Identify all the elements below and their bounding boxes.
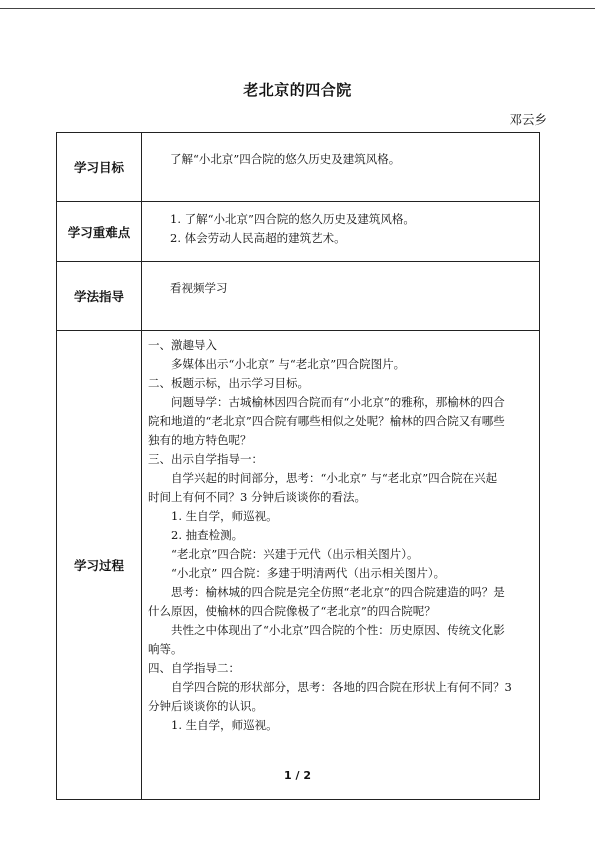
row-label-method: 学法指导 (57, 262, 142, 331)
content-line: 2. 体会劳动人民高超的建筑艺术。 (170, 231, 346, 245)
content-line: 1. 生自学，师巡视。 (171, 509, 278, 523)
author-name: 邓云乡 (509, 112, 547, 127)
row-content-objective (142, 133, 540, 202)
row-content-process (142, 331, 540, 800)
section-heading: 三、出示自学指导一： (148, 452, 263, 466)
content-line: “小北京” 四合院：多建于明清两代（出示相关图片）。 (171, 566, 446, 580)
content-line: 响等。 (148, 642, 183, 656)
row-content-method (142, 262, 540, 331)
content-line: 院和地道的“老北京”四合院有哪些相似之处呢？榆林的四合院又有哪些 (148, 414, 505, 428)
section-heading: 四、自学指导二： (148, 661, 240, 675)
document-title: 老北京的四合院 (243, 81, 352, 99)
content-line: 1. 了解“小北京”四合院的悠久历史及建筑风格。 (170, 212, 415, 226)
table-row-process (57, 331, 540, 800)
row-label-objective: 学习目标 (57, 133, 142, 202)
content-line: 自学四合院的形状部分，思考：各地的四合院在形状上有何不同？3 (171, 680, 512, 694)
content-line: 思考：榆林城的四合院是完全仿照“老北京”的四合院建造的吗？是 (171, 585, 505, 599)
content-line: 独有的地方特色呢？ (148, 433, 252, 447)
page-number: 1 / 2 (284, 769, 311, 782)
content-line: 看视频学习 (170, 281, 228, 295)
content-line: 多媒体出示“小北京” 与“老北京”四合院图片。 (171, 357, 406, 371)
content-line: 1. 生自学，师巡视。 (171, 718, 278, 732)
content-line: “老北京”四合院：兴建于元代（出示相关图片）。 (171, 547, 419, 561)
content-line: 了解“小北京”四合院的悠久历史及建筑风格。 (170, 152, 401, 166)
content-line: 什么原因，使榆林的四合院像极了“老北京”的四合院呢？ (148, 604, 436, 618)
table-row-key-points (57, 202, 540, 262)
content-line: 问题导学：古城榆林因四合院而有“小北京”的雅称，那榆林的四合 (171, 395, 505, 409)
table-row-method (57, 262, 540, 331)
lesson-plan-table (56, 132, 540, 800)
content-line: 分钟后谈谈你的认识。 (148, 699, 263, 713)
content-line: 2. 抽查检测。 (171, 528, 244, 542)
content-line: 时间上有何不同？3 分钟后谈谈你的看法。 (148, 490, 366, 504)
header-rule (0, 8, 595, 9)
row-label-key-points: 学习重难点 (57, 202, 142, 262)
table-row-objective (57, 133, 540, 202)
content-line: 自学兴起的时间部分，思考：“小北京” 与“老北京”四合院在兴起 (171, 471, 498, 485)
row-label-process: 学习过程 (57, 331, 142, 800)
section-heading: 一、激趣导入 (148, 338, 217, 352)
section-heading: 二、板题示标，出示学习目标。 (148, 376, 309, 390)
row-content-key-points (142, 202, 540, 262)
content-line: 共性之中体现出了“小北京”四合院的个性：历史原因、传统文化影 (171, 623, 505, 637)
